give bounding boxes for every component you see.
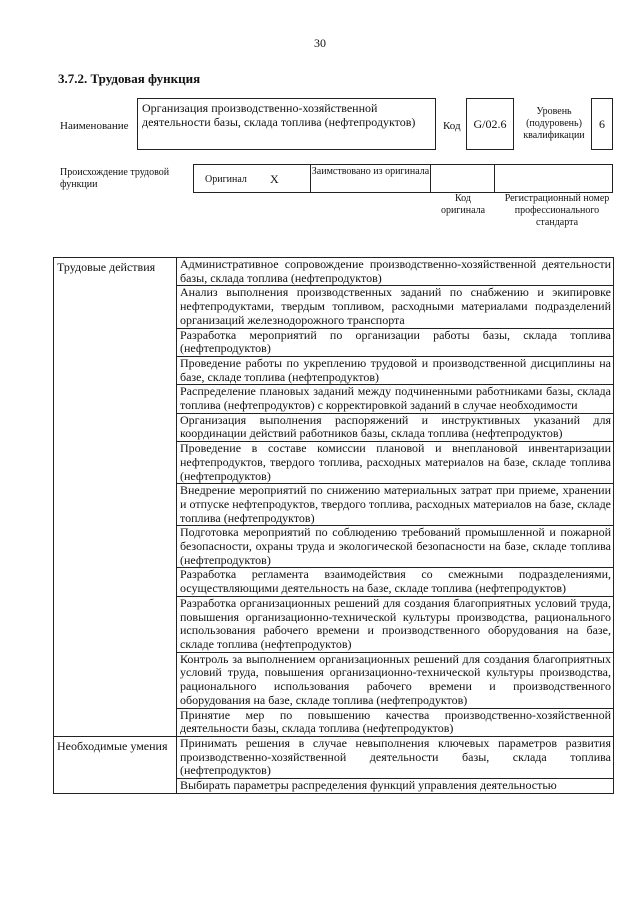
original-cell xyxy=(193,164,311,193)
level-label: Уровень (подуровень) квалификации xyxy=(523,106,585,141)
table-row xyxy=(54,258,614,286)
section-item: Распределение плановых заданий между подчиненными работниками базы, склада топлива (нефтепродуктов) с корректировкой заданий в случае необходимости xyxy=(177,385,614,413)
section-item: Выбирать параметры распределения функций управления деятельностью xyxy=(177,779,614,794)
name-value: Организация производственно-хозяйственной деятельности базы, склада топлива (нефтепродуктов) xyxy=(137,98,436,150)
borrowed-label: Заимствовано из оригинала xyxy=(311,166,430,177)
section-item: Контроль за выполнением организационных решений для создания благоприятных условий труда, повышения организационно-технической культуры производства, рационального использования рабочего времени и производственного оборудования на базе, складе топлива (нефтепродуктов) xyxy=(177,652,614,708)
section-heading: Необходимые умения xyxy=(54,736,177,793)
section-title: 3.7.2. Трудовая функция xyxy=(58,71,201,86)
code-original-cell xyxy=(430,164,495,193)
code-value: G/02.6 xyxy=(466,98,514,150)
section-item: Разработка мероприятий по организации работы базы, склада топлива (нефтепродуктов) xyxy=(177,328,614,356)
section-item: Внедрение мероприятий по снижению материальных затрат при приеме, хранении и отпуске нефтепродуктов, твердого топлива, расходных материалов на базе, складе топлива (нефтепродуктов) xyxy=(177,484,614,526)
name-label: Наименование xyxy=(60,120,129,132)
code-label: Код xyxy=(443,120,461,132)
original-label: Оригинал xyxy=(205,174,247,185)
function-table xyxy=(53,257,614,794)
reg-number-caption: Регистрационный номер профессионального стандарта xyxy=(504,193,610,228)
section-item: Организация выполнения распоряжений и инструктивных указаний для координации действий работников базы, склада топлива (нефтепродуктов) xyxy=(177,413,614,441)
original-mark: X xyxy=(270,172,279,186)
section-item: Административное сопровождение производственно-хозяйственной деятельности базы, склада топлива (нефтепродуктов) xyxy=(177,258,614,286)
section-heading: Трудовые действия xyxy=(54,258,177,737)
section-item: Анализ выполнения производственных заданий по снабжению и экипировке нефтепродуктами, твердым топливом, расходными материалами подразделений организаций железнодорожного транспорта xyxy=(177,286,614,328)
level-value: 6 xyxy=(591,98,613,150)
reg-number-cell xyxy=(494,164,613,193)
section-item: Принимать решения в случае невыполнения ключевых параметров развития производственно-хозяйственной деятельности базы, склада топлива (нефтепродуктов) xyxy=(177,736,614,778)
section-item: Проведение работы по укреплению трудовой и производственной дисциплины на базе, складе топлива (нефтепродуктов) xyxy=(177,356,614,384)
section-item: Разработка регламента взаимодействия со смежными подразделениями, осуществляющими деятельность на базе, складе топлива (нефтепродуктов) xyxy=(177,568,614,596)
origin-label: Происхождение трудовой функции xyxy=(60,167,170,190)
page-number: 30 xyxy=(314,36,326,50)
section-item: Разработка организационных решений для создания благоприятных условий труда, повышения организационно-технической культуры производства, рационального использования рабочего времени и производственного оборудования на базе, складе топлива (нефтепродуктов) xyxy=(177,596,614,652)
section-item: Проведение в составе комиссии плановой и внеплановой инвентаризации нефтепродуктов, твердого топлива, расходных материалов на базе, складе топлива (нефтепродуктов) xyxy=(177,442,614,484)
borrowed-cell xyxy=(310,164,431,193)
table-row xyxy=(54,736,614,778)
section-item: Подготовка мероприятий по соблюдению требований промышленной и пожарной безопасности, охраны труда и экологической безопасности на базе, складе топлива (нефтепродуктов) xyxy=(177,526,614,568)
section-item: Принятие мер по повышению качества производственно-хозяйственной деятельности базы, склада топлива (нефтепродуктов) xyxy=(177,708,614,736)
code-original-caption: Код оригинала xyxy=(440,193,486,216)
